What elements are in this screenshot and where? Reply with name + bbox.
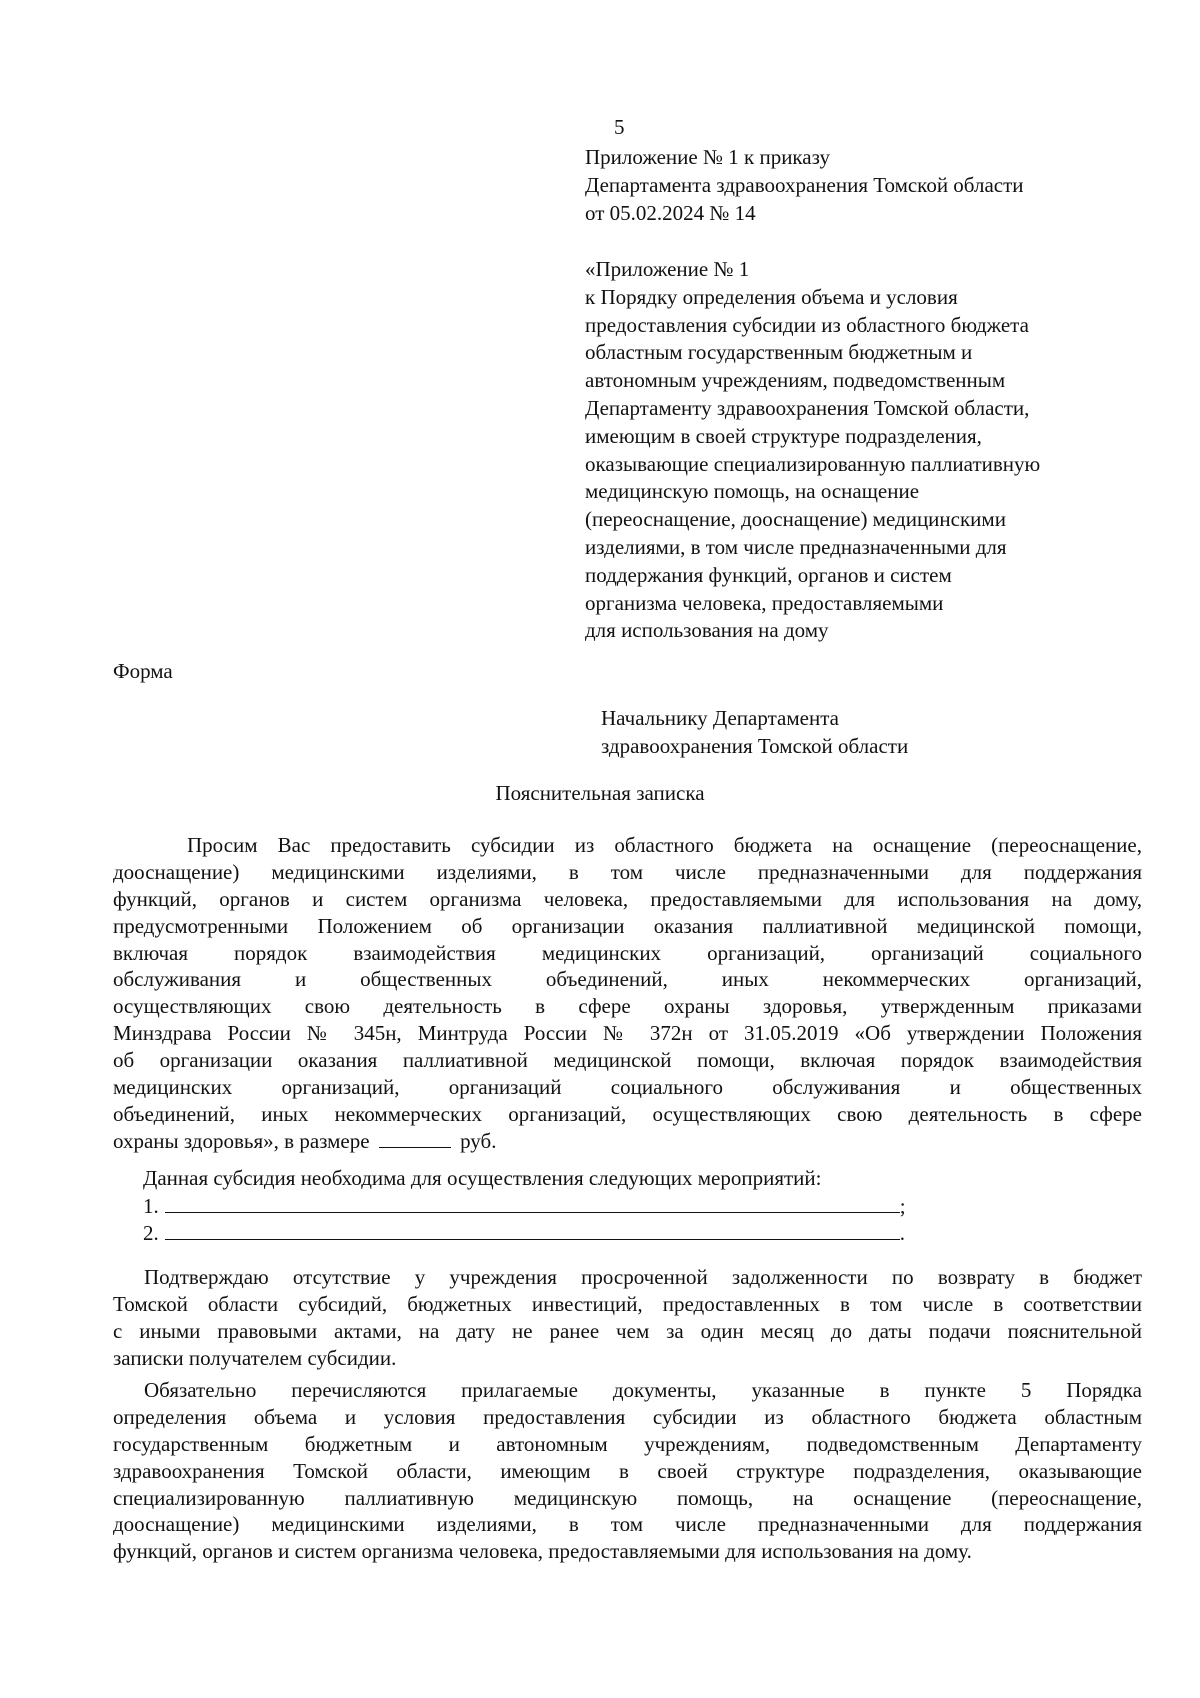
appendix-reference-line: изделиями, в том числе предназначенными для bbox=[585, 534, 1007, 559]
appendix-reference-line: имеющим в своей структуре подразделения, bbox=[585, 423, 982, 448]
appendix-reference-line: к Порядку определения объема и условия bbox=[585, 284, 958, 309]
paragraph-line: здравоохранения Томской области, имеющим в своей структуре подразделения, оказывающие bbox=[113, 1458, 1142, 1483]
paragraph-line: предусмотренными Положением об организации оказания паллиативной медицинской помощи, bbox=[113, 913, 1142, 938]
activities-intro: Данная субсидия необходима для осуществления следующих мероприятий: bbox=[143, 1166, 822, 1190]
order-reference-line: Департамента здравоохранения Томской области bbox=[585, 172, 1024, 197]
activity-number: 2. bbox=[143, 1221, 159, 1245]
addressee-line: Начальнику Департамента bbox=[601, 706, 839, 730]
amount-suffix: руб. bbox=[460, 1128, 497, 1153]
paragraph-line: осуществляющих свою деятельность в сфере охраны здоровья, утвержденным приказами bbox=[113, 994, 1142, 1019]
appendix-reference bbox=[585, 256, 1160, 645]
activity-number: 1. bbox=[143, 1194, 159, 1218]
document-title: Пояснительная записка bbox=[495, 781, 705, 805]
appendix-reference-line: медицинскую помощь, на оснащение bbox=[585, 479, 920, 504]
paragraph-line: Томской области субсидий, бюджетных инвестиций, предоставленных в том числе в соответствии bbox=[113, 1291, 1142, 1316]
paragraph-line: Подтверждаю отсутствие у учреждения просроченной задолженности по возврату в бюджет bbox=[144, 1265, 1142, 1289]
paragraph-line: обслуживания и общественных объединений, иных некоммерческих организаций, bbox=[113, 967, 1142, 992]
activity-item bbox=[143, 1192, 906, 1220]
appendix-reference-line: для использования на дому bbox=[585, 618, 829, 643]
paragraph-line: медицинских организаций, организаций социального обслуживания и общественных bbox=[113, 1075, 1142, 1100]
page-number: 5 bbox=[614, 115, 625, 139]
order-reference-line: от 05.02.2024 № 14 bbox=[585, 200, 756, 225]
paragraph-line: дооснащение) медицинскими изделиями, в том числе предназначенными для поддержания bbox=[113, 859, 1142, 884]
paragraph-line: функций, органов и систем организма человека, предоставляемыми для использования на дому. bbox=[113, 1539, 972, 1564]
addressee-line: здравоохранения Томской области bbox=[601, 734, 909, 758]
appendix-reference-line: «Приложение № 1 bbox=[585, 257, 750, 281]
appendix-reference-line: (переоснащение, дооснащение) медицинскими bbox=[585, 507, 1006, 532]
activity-blank-field[interactable] bbox=[165, 1219, 900, 1240]
paragraph-line: с иными правовыми актами, на дату не ранее чем за один месяц до даты подачи пояснительной bbox=[113, 1318, 1142, 1343]
appendix-reference-line: организма человека, предоставляемыми bbox=[585, 590, 944, 615]
appendix-reference-line: автономным учреждениям, подведомственным bbox=[585, 368, 1006, 393]
paragraph-line: специализированную паллиативную медицинскую помощь, на оснащение (переоснащение, bbox=[113, 1485, 1142, 1510]
amount-blank-field[interactable] bbox=[379, 1129, 451, 1148]
documents-paragraph bbox=[113, 1377, 1142, 1565]
appendix-reference-line: предоставления субсидии из областного бюджета bbox=[585, 312, 1029, 337]
activity-blank-field[interactable] bbox=[165, 1192, 900, 1213]
paragraph-line: дооснащение) медицинскими изделиями, в том числе предназначенными для поддержания bbox=[113, 1512, 1142, 1537]
appendix-reference-line: Департаменту здравоохранения Томской области, bbox=[585, 395, 1030, 420]
paragraph-line: включая порядок взаимодействия медицинских организаций, организаций социального bbox=[113, 940, 1142, 965]
activity-item bbox=[143, 1219, 905, 1247]
request-paragraph bbox=[113, 832, 1142, 1155]
paragraph-line: объединений, иных некоммерческих организаций, осуществляющих свою деятельность в сфере bbox=[113, 1101, 1142, 1126]
confirmation-paragraph bbox=[113, 1264, 1142, 1372]
paragraph-line: об организации оказания паллиативной медицинской помощи, включая порядок взаимодействия bbox=[113, 1048, 1142, 1073]
activity-end: ; bbox=[899, 1194, 906, 1218]
paragraph-line: определения объема и условия предоставления субсидии из областного бюджета областным bbox=[113, 1404, 1142, 1429]
activity-end: . bbox=[899, 1221, 905, 1245]
appendix-reference-line: поддержания функций, органов и систем bbox=[585, 562, 952, 587]
amount-prefix: охраны здоровья», в размере bbox=[113, 1128, 370, 1153]
paragraph-line: записки получателем субсидии. bbox=[113, 1345, 397, 1370]
paragraph-line: Обязательно перечисляются прилагаемые документы, указанные в пункте 5 Порядка bbox=[144, 1378, 1142, 1402]
amount-line bbox=[113, 1128, 1142, 1155]
appendix-reference-line: областным государственным бюджетным и bbox=[585, 340, 973, 365]
paragraph-line: функций, органов и систем организма человека, предоставляемыми для использования на дому, bbox=[113, 886, 1142, 911]
appendix-reference-line: оказывающие специализированную паллиативную bbox=[585, 451, 1041, 476]
paragraph-line: государственным бюджетным и автономным учреждениям, подведомственным Департаменту bbox=[113, 1431, 1142, 1456]
addressee bbox=[601, 704, 908, 760]
order-reference-line: Приложение № 1 к приказу bbox=[585, 145, 830, 169]
paragraph-line: Просим Вас предоставить субсидии из областного бюджета на оснащение (переоснащение, bbox=[187, 833, 1142, 857]
order-reference bbox=[585, 144, 1160, 227]
paragraph-line: Минздрава России № 345н, Минтруда России № 372н от 31.05.2019 «Об утверждении Положения bbox=[113, 1021, 1142, 1046]
form-label: Форма bbox=[113, 659, 173, 683]
